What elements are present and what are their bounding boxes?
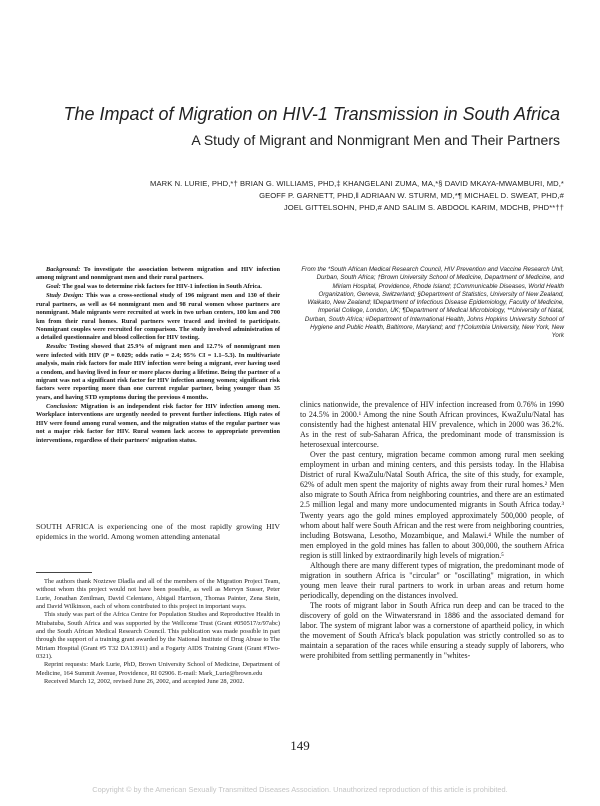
- abstract-goal: Goal: The goal was to determine risk factors for HIV-1 infection in South Africa.: [46, 283, 262, 291]
- body-paragraph: clinics nationwide, the prevalence of HIV infection increased from 0.76% in 1990 to 24.5% in 2000.¹ Among the nine South African provinces, KwaZulu/Natal has consistently had the highest antenatal HIV prevalence, which in 2000 was 36.2%. As in the rest of sub-Saharan Africa, the predominant mode of transmission is heterosexual intercourse.: [300, 400, 564, 450]
- intro-paragraph: SOUTH AFRICA is experiencing one of the most rapidly growing HIV epidemics in the world. Among women attending antenatal: [36, 522, 280, 542]
- footnotes: [36, 578, 280, 686]
- footnote-dates: Received March 12, 2002, revised June 26, 2002, and accepted June 28, 2002.: [44, 678, 245, 686]
- footnote-acknowledgments: The authors thank Nozizwe Dladla and all of the members of the Migration Project Team, without whom this project would not have been possible, as well as Mervyn Susser, Peter Lurie, Jonathan Zenilman, David Celentano, Abigail Harrison, Thomas Painter, Zena Stein, and David Wilkinson, each of whom contributed to this project in important ways.: [36, 578, 280, 611]
- footnote-divider: [36, 572, 92, 573]
- author-affiliations: From the *South African Medical Research Council, HIV Prevention and Vaccine Research Unit, Durban, South Africa; †Brown University School of Medicine, Department of Medicine, and Miriam Hospital, Providence, Rhode Island; ‡Communicable Diseases, World Health Organization, Geneva, Switzerland; §Department of Statistics, University of New Zealand, Waikato, New Zealand; ‖Department of Infectious Disease Epidemiology, Faculty of Medicine, Imperial College, London, UK; ¶Department of Medical Microbiology, **University of Natal, Durban, South Africa; #Department of International Health, Johns Hopkins University School of Hygiene and Public Health, Baltimore, Maryland; and ††Columbia University, New York, New York: [301, 266, 564, 339]
- author-line: GEOFF P. GARNETT, PHD,‖ ADRIAAN W. STURM, MD,*¶ MICHAEL D. SWEAT, PHD,#: [259, 191, 564, 200]
- article-title: The Impact of Migration on HIV-1 Transmission in South Africa: [63, 104, 560, 124]
- copyright-notice: Copyright © by the American Sexually Transmitted Diseases Association. Unauthorized reproduction of this article is prohibited.: [92, 785, 508, 794]
- page-number: 149: [290, 738, 310, 753]
- body-paragraph: Although there are many different types of migration, the predominant mode of migration in southern Africa is "circular" or "oscillating" migration, in which young men leave their rural partners to work in urban areas and return home periodically, depending on the distances involved.: [300, 560, 564, 600]
- body-paragraph: Over the past century, migration became common among rural men seeking employment in urban and mining centers, and this persists today. In the Hlabisa District of rural KwaZulu/Natal South Africa, the site of this study, for example, 62% of adult men spent the majority of nights away from their rural homes.² Men also migrate to South Africa from neighboring countries, and there are an estimated 2.5 million legal and many more undocumented migrants in South Africa today.³ Twenty years ago the gold mines employed approximately 500,000 people, of whom about half were South African and the rest were from neighboring countries, including Botswana, Lesotho, Mozambique, and Malawi.⁴ While the number of men employed in the gold mines has fallen to about 300,000, the southern Africa region is still linked by extraordinarily high levels of migration.⁵: [300, 450, 564, 560]
- author-line: JOEL GITTELSOHN, PHD,# AND SALIM S. ABDOOL KARIM, MDCHB, PHD**††: [283, 203, 564, 212]
- body-paragraph: The roots of migrant labor in South Africa run deep and can be traced to the discovery of gold on the Witwatersrand in 1886 and the associated demand for labor. The system of migrant labor was a cornerstone of apartheid policy, in which the movement of South Africa's black population was strictly controlled so as to maintain a separation of the races while ensuring a steady supply of laborers, who were prohibited from settling permanently in "whites-: [300, 600, 564, 661]
- abstract-background: Background: To investigate the association between migration and HIV infection among migrant and nonmigrant men and their rural partners.: [36, 266, 280, 282]
- abstract: [36, 266, 280, 446]
- abstract-conclusion: Conclusion: Migration is an independent risk factor for HIV infection among men. Workplace interventions are urgently needed to prevent further infections. High rates of HIV were found among rural women, and the migration status of the regular partner was not a major risk factor for HIV. Rural women lack access to appropriate prevention interventions, regardless of their partners' migration status.: [36, 402, 280, 444]
- footnote-reprints: Reprint requests: Mark Lurie, PhD, Brown University School of Medicine, Department of Medicine, 164 Summit Avenue, Providence, RI 02906. E-mail: Mark_Lurie@brown.edu: [36, 661, 280, 677]
- article-subtitle: A Study of Migrant and Nonmigrant Men and Their Partners: [191, 132, 560, 148]
- abstract-results: Results: Testing showed that 25.9% of migrant men and 12.7% of nonmigrant men were infected with HIV (P = 0.029; odds ratio = 2.4; 95% CI = 1.1–5.3). In multivariate analysis, main risk factors for male HIV infection were being a migrant, ever having used a condom, and having lived in four or more places during a lifetime. Being the partner of a migrant was not a significant risk factor for HIV infection among women; significant risk factors were reporting more than one current regular partner, being younger than 35 years, and having STD symptoms during the previous 4 months.: [36, 343, 280, 401]
- footnote-funding: This study was part of the Africa Centre for Population Studies and Reproductive Health in Mtubatuba, South Africa and was supported by the Wellcome Trust (Grant #050517/z/97abc) and the South African Medical Research Council. This publication was made possible in part through the support of a training grant awarded by the National Institute of Drug Abuse to The Miriam Hospital (Grant #5 T32 DA13911) and a Fogarty AIDS Training Grant (Grant #Two-0321).: [36, 611, 280, 661]
- abstract-study-design: Study Design: This was a cross-sectional study of 196 migrant men and 130 of their rural partners, as well as 64 nonmigrant men and 98 rural women whose partners are nonmigrant. Male migrants were recruited at work in two urban centers, 100 km and 700 km from their rural homes. Rural partners were traced and invited to participate. Nonmigrant couples were recruited for comparison. The study involved administration of a detailed questionnaire and blood collection for HIV testing.: [36, 292, 280, 342]
- author-line: MARK N. LURIE, PHD,*† BRIAN G. WILLIAMS, PHD,‡ KHANGELANI ZUMA, MA,*§ DAVID MKAYA-MWAMBURI, MD,*: [150, 179, 564, 188]
- author-list: [60, 178, 564, 214]
- intro-left-column: [36, 522, 280, 542]
- body-right-column: [300, 400, 564, 661]
